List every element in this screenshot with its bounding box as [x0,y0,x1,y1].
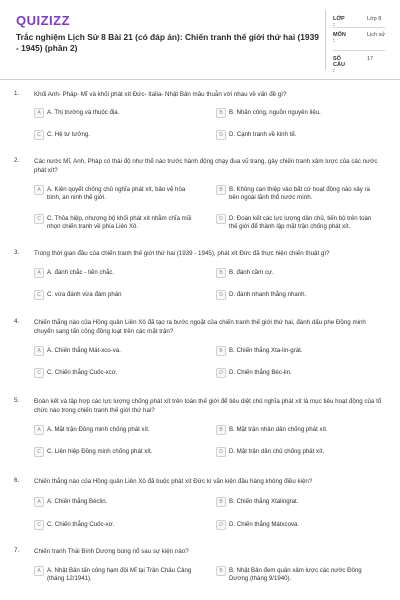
question-number: 4. [14,318,20,325]
option-letter-box: A [34,497,44,507]
option-text: C. Hệ tư tưởng. [47,131,90,138]
option-letter-box: B [216,268,226,278]
option-letter-box: D [216,290,226,300]
quizizz-logo: QUIZIZZ [16,13,71,28]
question-number: 3. [14,249,20,256]
question-number: 1. [14,90,20,97]
option-text: A. đánh chắc - tiến chắc. [47,269,115,276]
option-letter-box: C [34,520,44,530]
meta-separator [333,50,385,51]
option-text: C. Chiến thắng Cuốc-xcơ. [47,369,118,376]
question-text: Chiến tranh Thái Bình Dương bùng nổ sau sự kiện nào? [34,548,189,555]
option-letter-box: B [216,346,226,356]
question-text: Đoàn kết và tập hợp các lực lượng chống phát xít trên toàn thế giới để tiêu diệt chủ nghĩa phát xít là mục tiêu hoạt động của tổ chức nào trong chiến tranh thế giới thứ hai? [34,398,382,414]
option-text: C. Liên hiệp Đồng minh chống phát xít. [47,448,153,455]
option-letter-box: A [34,346,44,356]
option-text: A. Chiến thắng Béclin. [47,498,108,505]
question-number: 5. [14,397,20,404]
option-text: B. Nhân công, nguồn nguyên liệu. [229,109,321,116]
option-text: B. Chiến thắng Xta-lin-grát. [229,347,303,354]
option-text: D. đánh nhanh thắng nhanh. [229,291,307,298]
option-letter-box: D [216,447,226,457]
meta-subject-value: Lịch sử [367,32,386,38]
option-text: D. Chiến thắng Mátxcova. [229,521,300,528]
option-text: D. Mặt trận dân chủ chống phát xít. [229,448,325,455]
option-text: D. Chiến thắng Béc-lin. [229,369,292,376]
option-text: A. Mặt trận Đồng minh chống phát xít. [47,426,150,433]
option-text: B. Chiến thắng Xtalingrat. [229,498,299,505]
option-letter-box: D [216,130,226,140]
option-letter-box: B [216,108,226,118]
option-text: A. Kiên quyết chống chủ nghĩa phát xít, bảo vệ hòa bình, an ninh thế giới. [47,186,186,202]
option-letter-box: A [34,268,44,278]
option-text: B. đánh cầm cự. [229,269,274,276]
option-text: D. Đoàn kết các lực lượng dân chủ, tiến bộ trên toàn thế giới để thành lập mặt trận chống phát xít. [229,215,372,231]
option-letter-box: B [216,497,226,507]
option-text: A. Thị trường và thuộc địa. [47,109,120,116]
question-text: Chiến thắng nào của Hồng quân Liên Xô đã tạo ra bước ngoặt của chiến tranh thế giới thứ hai, đánh dấu phe Đồng minh chuyển sang tấn công đồng loạt trên các mặt trận? [34,319,366,335]
option-text: C. Thỏa hiệp, nhượng bộ khối phát xít nhằm chĩa mũi nhọn chiến tranh về phía Liên Xô. [47,215,192,231]
option-letter-box: C [34,214,44,224]
option-letter-box: D [216,214,226,224]
option-text: C. vừa đánh vừa đàm phán [47,291,122,298]
option-letter-box: D [216,368,226,378]
question-number: 7. [14,547,20,554]
option-letter-box: A [34,425,44,435]
option-text: A. Nhật Bản tấn công hạm đội Mĩ tại Trân Châu Cảng (tháng 12/1941). [47,567,192,583]
option-text: B. Mặt trận nhân dân chống phát xít. [229,426,328,433]
meta-subject-label: MÔN : [333,32,346,44]
option-letter-box: D [216,520,226,530]
option-letter-box: C [34,368,44,378]
question-text: Chiến thắng nào của Hồng quân Liên Xô đã buộc phát xít Đức kí văn kiện đầu hàng không điều kiện? [34,478,313,485]
meta-divider [325,10,326,70]
meta-separator [333,27,385,28]
question-text: Trong thời gian đầu của chiến tranh thế giới thứ hai (1939 - 1945), phát xít Đức đã thực hiện chiến thuật gì? [34,250,330,257]
meta-count-label: SỐ CÂU : [333,56,345,74]
option-text: B. Nhật Bản đem quân xâm lược các nước Đông Dương (tháng 9/1940). [229,567,362,583]
header-divider [0,79,400,80]
option-text: B. Không can thiệp vào bất cứ hoạt động nào xảy ra bên ngoài lãnh thổ nước mình. [229,186,370,202]
meta-grade-value: Lớp 8 [367,16,382,22]
option-letter-box: A [34,108,44,118]
option-letter-box: A [34,566,44,576]
option-text: D. Cạnh tranh về kinh tế. [229,131,297,138]
option-letter-box: C [34,447,44,457]
meta-grade-label: LỚP : [333,16,345,28]
option-letter-box: B [216,425,226,435]
question-text: Khối Anh- Pháp- Mĩ và khối phát xít Đức- Italia- Nhật Bản mâu thuẫn với nhau về vấn đề gì? [34,91,287,98]
worksheet-title: Trắc nghiệm Lịch Sử 8 Bài 21 (có đáp án): Chiến tranh thế giới thứ hai (1939 - 1945) (phần 2) [16,32,319,53]
meta-count-value: 17 [367,56,374,62]
option-letter-box: B [216,185,226,195]
question-text: Các nước Mĩ, Anh, Pháp có thái độ như thế nào trước hành động chạy đua vũ trang, gây chiến tranh xâm lược của các nước phát xít? [34,158,378,174]
worksheet-header [0,0,400,80]
option-letter-box: C [34,130,44,140]
question-number: 2. [14,157,20,164]
option-text: A. Chiến thắng Mát-xco-va. [47,347,121,354]
question-number: 6. [14,477,20,484]
option-letter-box: B [216,566,226,576]
option-text: C. Chiến thắng Cuốc-xơ. [47,521,115,528]
option-letter-box: C [34,290,44,300]
option-letter-box: A [34,185,44,195]
